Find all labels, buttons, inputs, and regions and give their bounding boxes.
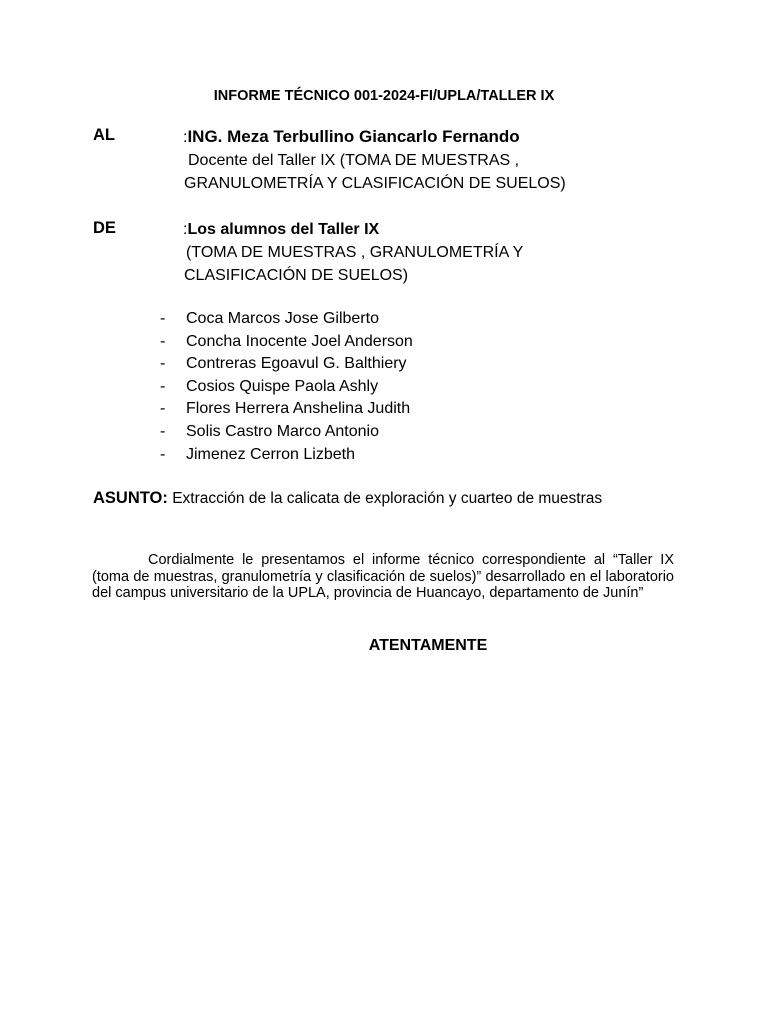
list-marker: -: [160, 422, 166, 440]
to-label: AL: [93, 126, 115, 144]
from-colon: :: [183, 221, 188, 238]
list-item: [160, 444, 413, 467]
list-item: [160, 398, 413, 421]
document-title: INFORME TÉCNICO 001-2024-FI/UPLA/TALLER IX: [213, 88, 555, 104]
subject-label: ASUNTO:: [93, 489, 168, 507]
subject-text: Extracción de la calicata de exploración y cuarteo de muestras: [172, 490, 603, 507]
list-item: [160, 308, 413, 331]
list-item: [160, 331, 413, 354]
list-marker: -: [160, 310, 166, 327]
student-list: [160, 308, 413, 466]
list-item: [160, 421, 413, 444]
student-name: Concha Inocente Joel Anderson: [186, 332, 413, 350]
closing-text: ATENTAMENTE: [368, 637, 488, 654]
student-name: Coca Marcos Jose Gilberto: [186, 310, 379, 327]
list-item: [160, 376, 413, 399]
from-name-line: [183, 218, 379, 241]
from-line-3: CLASIFICACIÓN DE SUELOS): [184, 267, 409, 284]
from-name: Los alumnos del Taller IX: [187, 221, 380, 238]
student-name: Cosios Quispe Paola Ashly: [186, 377, 379, 395]
subject-line: [93, 489, 602, 508]
student-name: Flores Herrera Anshelina Judith: [186, 400, 411, 418]
body-paragraph: Cordialmente le presentamos el informe técnico correspondiente al “Taller IX (toma de muestras, granulometría y clasificación de suelos)” desarrollado en el laboratorio del campus universitario de la UPLA, provincia de Huancayo, departamento de Junín”: [92, 552, 674, 601]
list-item: [160, 353, 413, 376]
to-line-2: Docente del Taller IX (TOMA DE MUESTRAS ,: [188, 152, 520, 169]
list-marker: -: [160, 445, 166, 463]
list-marker: -: [160, 332, 166, 350]
to-name-line: [183, 125, 520, 149]
to-name: ING. Meza Terbullino Giancarlo Fernando: [187, 127, 520, 146]
student-name: Jimenez Cerron Lizbeth: [186, 445, 355, 463]
list-marker: -: [160, 377, 166, 395]
to-colon: :: [183, 129, 188, 146]
student-name: Contreras Egoavul G. Balthiery: [186, 355, 407, 373]
student-name: Solis Castro Marco Antonio: [186, 422, 379, 440]
list-marker: -: [160, 355, 166, 373]
from-label: DE: [93, 219, 116, 237]
to-line-3: GRANULOMETRÍA Y CLASIFICACIÓN DE SUELOS): [184, 175, 566, 192]
list-marker: -: [160, 400, 166, 418]
from-line-2: (TOMA DE MUESTRAS , GRANULOMETRÍA Y: [186, 244, 524, 261]
